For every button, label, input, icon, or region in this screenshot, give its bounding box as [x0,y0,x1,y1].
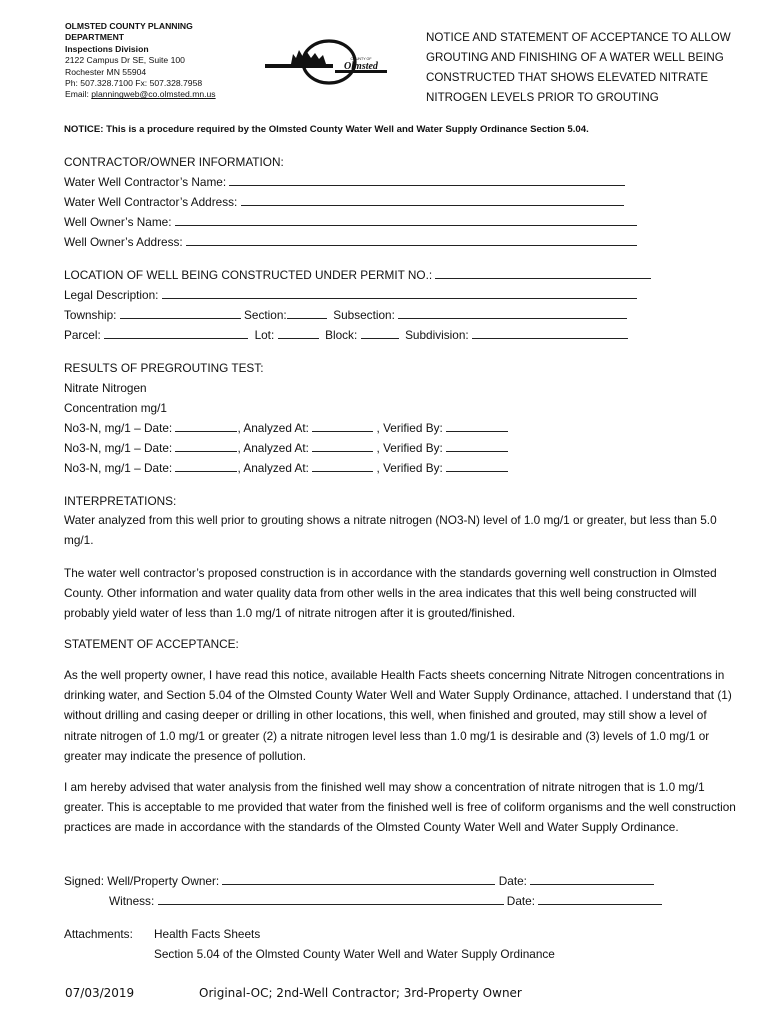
results-heading: RESULTS OF PREGROUTING TEST: [64,361,264,375]
olmsted-county-logo [263,38,389,86]
title-line-1: NOTICE AND STATEMENT OF ACCEPTANCE TO ALLOW [426,31,731,44]
lot-field[interactable] [278,328,319,339]
witness-row [109,894,662,908]
verified-label: , Verified By: [376,441,443,455]
attachment-item: Health Facts Sheets [154,927,261,941]
legal-description-label: Legal Description: [64,288,159,302]
contractor-address-label: Water Well Contractor’s Address: [64,195,238,209]
attachments-label: Attachments: [64,927,133,941]
test-date-label: No3-N, mg/1 – Date: [64,421,173,435]
contractor-name-label: Water Well Contractor’s Name: [64,175,227,189]
contractor-owner-heading: CONTRACTOR/OWNER INFORMATION: [64,155,284,169]
township-field[interactable] [120,308,241,319]
verified-field-1[interactable] [446,421,508,432]
permit-number-field[interactable] [435,268,651,279]
results-nitrate-label: Nitrate Nitrogen [64,381,147,395]
parcel-row [64,328,628,342]
owner-signature-field[interactable] [222,874,495,885]
contractor-address-field[interactable] [241,195,624,206]
lot-label: Lot: [254,328,275,342]
verified-label: , Verified By: [376,461,443,475]
interpretations-heading: INTERPRETATIONS: [64,494,177,508]
subdivision-label: Subdivision: [405,328,469,342]
owner-signature-label: Signed: Well/Property Owner: [64,874,220,888]
test-date-label: No3-N, mg/1 – Date: [64,461,173,475]
footer-distribution: Original-OC; 2nd-Well Contractor; 3rd-Property Owner [199,986,522,1000]
analyzed-field-2[interactable] [312,441,373,452]
owner-date-label: Date: [498,874,527,888]
permit-number-row [64,268,651,282]
section-field[interactable] [287,308,327,319]
interpretations-paragraph-2: The water well contractor’s proposed construction is in accordance with the standards governing well construction in Olmsted County. Other information and water quality data from other wells in the area indicates that this well being constructed will probably yield water of less than 1.0 mg/1 of nitrate nitrogen after it is grouted/finished. [64,566,717,621]
analyzed-label: , Analyzed At: [237,441,309,455]
block-field[interactable] [361,328,399,339]
test-row-3 [64,461,508,475]
title-line-4: NITROGEN LEVELS PRIOR TO GROUTING [426,91,659,104]
owner-address-row [64,235,637,249]
notice-statement: NOTICE: This is a procedure required by the Olmsted County Water Well and Water Supply Ordinance Section 5.04. [64,124,589,135]
agency-name-line-1: OLMSTED COUNTY PLANNING [65,21,193,31]
township-row [64,308,627,322]
township-label: Township: [64,308,117,322]
owner-name-label: Well Owner’s Name: [64,215,172,229]
agency-name-line-2: DEPARTMENT [65,32,125,43]
test-date-field-3[interactable] [175,461,237,472]
subsection-label: Subsection: [333,308,395,322]
parcel-field[interactable] [104,328,248,339]
witness-field[interactable] [158,894,504,905]
verified-field-3[interactable] [446,461,508,472]
results-concentration-label: Concentration mg/1 [64,401,167,415]
owner-address-field[interactable] [186,235,637,246]
interpretations-paragraph-1: Water analyzed from this well prior to grouting shows a nitrate nitrogen (NO3-N) level of 1.0 mg/1 or greater, but less than 5.0 mg/1. [64,513,717,548]
statement-paragraph-2: I am hereby advised that water analysis from the finished well may show a concentration of nitrate nitrogen that is 1.0 mg/1 greater. This is acceptable to me provided that water from the finished well is free of coliform organisms and the well construction practices are made in accordance with the standards of the Olmsted County Water Well and Water Supply Ordinance. [64,780,736,835]
test-date-field-1[interactable] [175,421,237,432]
subsection-field[interactable] [398,308,627,319]
title-line-3: CONSTRUCTED THAT SHOWS ELEVATED NITRATE [426,71,709,84]
analyzed-field-3[interactable] [312,461,373,472]
analyzed-field-1[interactable] [312,421,373,432]
agency-address-block [65,21,216,101]
statement-heading: STATEMENT OF ACCEPTANCE: [64,637,239,651]
owner-date-field[interactable] [530,874,654,885]
test-date-field-2[interactable] [175,441,237,452]
owner-name-row [64,215,637,229]
document-title [426,28,746,108]
svg-text:COUNTY OF: COUNTY OF [350,57,372,61]
location-heading: LOCATION OF WELL BEING CONSTRUCTED UNDER PERMIT NO.: [64,268,433,282]
owner-name-field[interactable] [175,215,637,226]
contractor-address-row [64,195,624,209]
parcel-label: Parcel: [64,328,101,342]
attachment-item: Section 5.04 of the Olmsted County Water Well and Water Supply Ordinance [154,947,555,961]
legal-description-row [64,288,637,302]
statement-paragraph-1: As the well property owner, I have read this notice, available Health Facts sheets concerning Nitrate Nitrogen concentrations in drinking water, and Section 5.04 of the Olmsted County Water Well and Water Supply Ordinance, attached. I understand that (1) without drilling and casing deeper or drilling in other locations, this well, when finished and grouted, may still show a level of nitrate nitrogen of 1.0 mg/1 or greater (2) a nitrate nitrogen level less than 1.0 mg/1 is desirable and (3) levels of 1.0 mg/1 or greater may indicate the presence of pollution. [64,668,732,763]
contractor-name-row [64,175,625,189]
agency-division: Inspections Division [65,43,149,54]
owner-address-label: Well Owner’s Address: [64,235,183,249]
test-row-2 [64,441,508,455]
analyzed-label: , Analyzed At: [237,421,309,435]
section-label: Section: [244,308,287,322]
block-label: Block: [325,328,358,342]
subdivision-field[interactable] [472,328,628,339]
email-link[interactable]: planningweb@co.olmsted.mn.us [91,89,216,100]
footer-date: 07/03/2019 [65,986,135,1000]
address-line-phone: Ph: 507.328.7100 Fx: 507.328.7958 [65,78,203,89]
email-label: Email: [65,89,92,100]
address-line-city: Rochester MN 55904 [65,66,147,77]
contractor-name-field[interactable] [229,175,625,186]
test-row-1 [64,421,508,435]
witness-date-field[interactable] [538,894,662,905]
test-date-label: No3-N, mg/1 – Date: [64,441,173,455]
analyzed-label: , Analyzed At: [237,461,309,475]
owner-signature-row [64,874,654,888]
verified-label: , Verified By: [376,421,443,435]
address-line-street: 2122 Campus Dr SE, Suite 100 [65,55,185,66]
witness-label: Witness: [109,894,155,908]
title-line-2: GROUTING AND FINISHING OF A WATER WELL BEING [426,51,724,64]
verified-field-2[interactable] [446,441,508,452]
svg-text:Olmsted: Olmsted [344,61,378,72]
address-line-email [65,89,216,100]
legal-description-field[interactable] [162,288,637,299]
witness-date-label: Date: [506,894,535,908]
